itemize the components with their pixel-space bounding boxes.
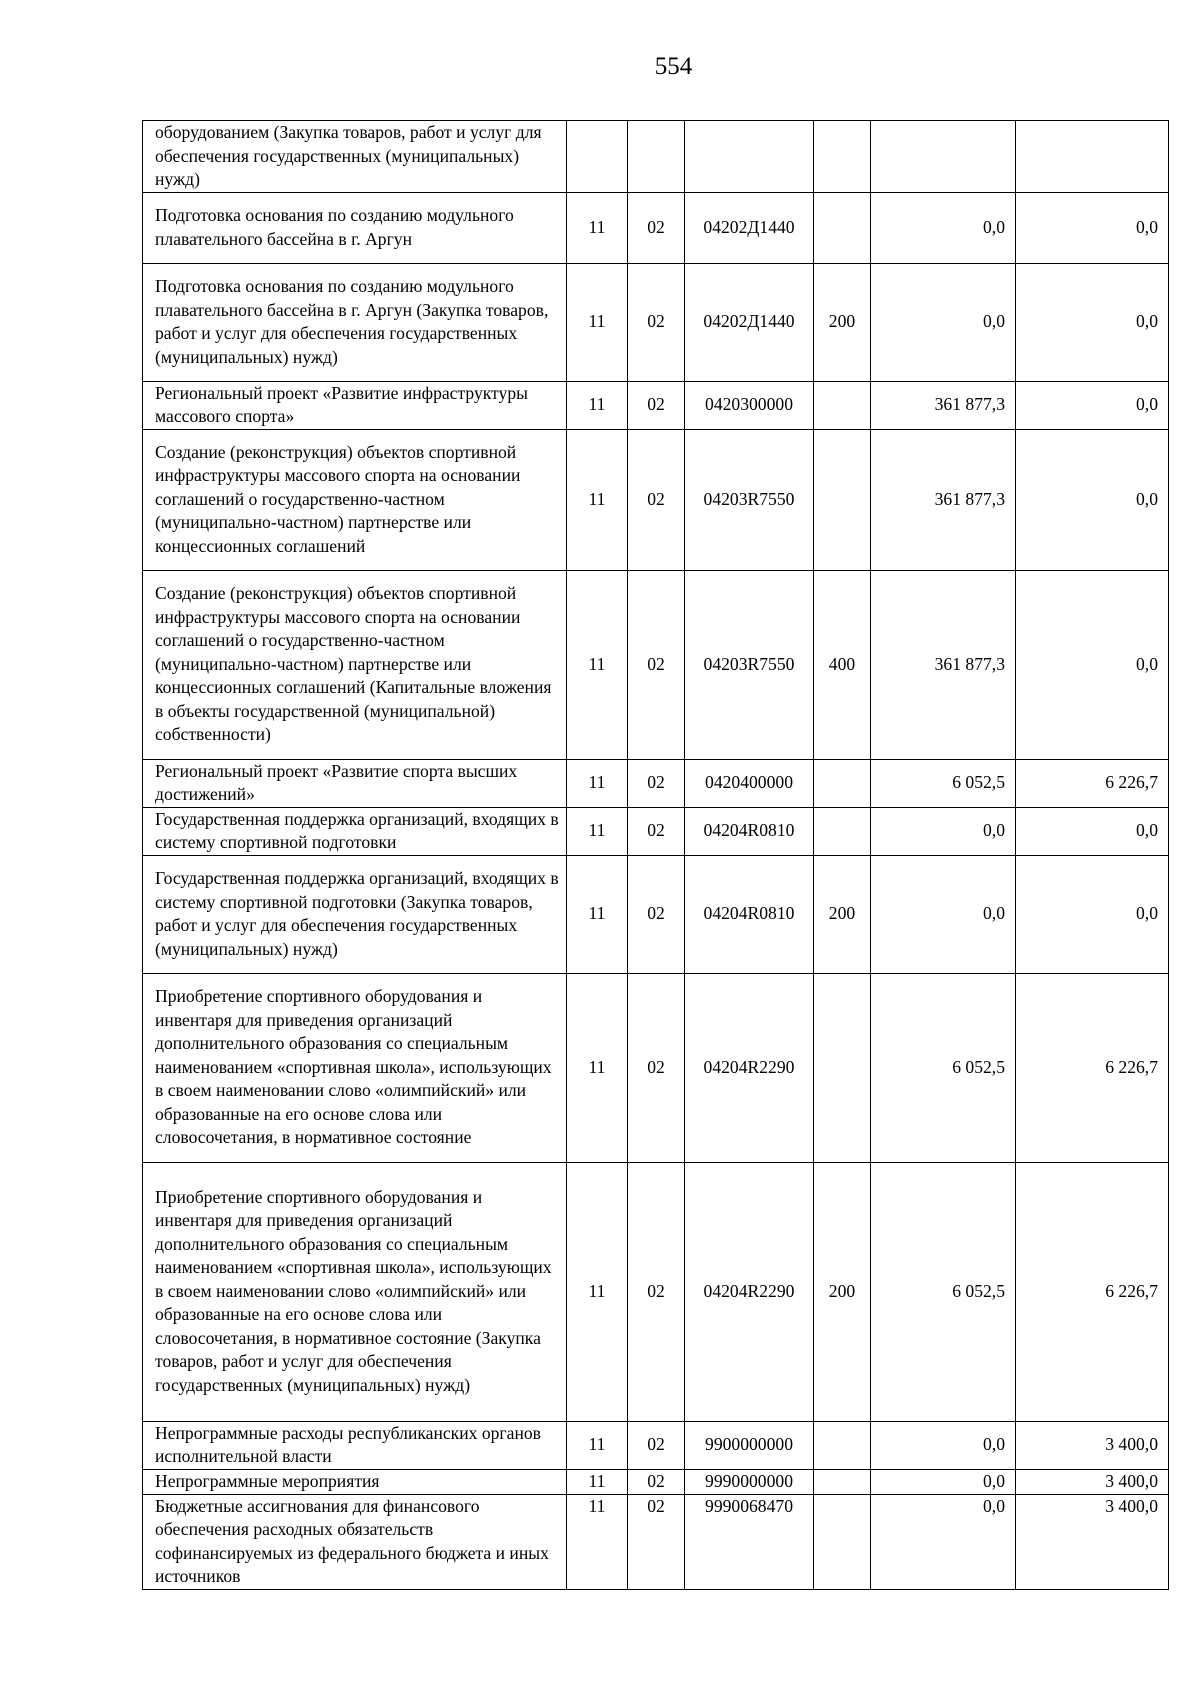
row-target-article: 04203R7550	[685, 429, 814, 570]
row-target-article: 04203R7550	[685, 570, 814, 759]
row-target-article: 0420400000	[685, 759, 814, 807]
row-name: Создание (реконструкция) объектов спортивной инфраструктуры массового спорта на основании соглашений о государственно-частном (муниципально-частном) партнерстве или концессионных соглашений	[143, 429, 567, 570]
row-subsection: 02	[628, 570, 685, 759]
row-sum-1: 0,0	[871, 192, 1016, 263]
row-name: Создание (реконструкция) объектов спортивной инфраструктуры массового спорта на основании соглашений о государственно-частном (муниципально-частном) партнерстве или концессионных соглашений (Капитальные вложения в объекты государственной (муниципальной) собственности)	[143, 570, 567, 759]
row-expense-type: 400	[814, 570, 871, 759]
table-row	[143, 381, 1169, 429]
row-expense-type	[814, 973, 871, 1162]
row-section: 11	[567, 1469, 628, 1494]
row-name: Приобретение спортивного оборудования и инвентаря для приведения организаций дополнительного образования со специальным наименованием «спортивная школа», использующих в своем наименовании слово «олимпийский» или образованные на его основе слова или словосочетания, в нормативное состояние	[143, 973, 567, 1162]
row-section: 11	[567, 1421, 628, 1469]
row-target-article: 04204R0810	[685, 855, 814, 973]
row-section: 11	[567, 759, 628, 807]
row-sum-2: 6 226,7	[1016, 973, 1169, 1162]
table-row	[143, 807, 1169, 855]
row-section: 11	[567, 570, 628, 759]
row-sum-1: 361 877,3	[871, 381, 1016, 429]
page-number: 554	[654, 53, 693, 80]
table-row	[143, 192, 1169, 263]
row-subsection: 02	[628, 1469, 685, 1494]
row-sum-1: 0,0	[871, 855, 1016, 973]
table-row	[143, 429, 1169, 570]
table-row	[143, 570, 1169, 759]
row-section: 11	[567, 381, 628, 429]
row-name: Бюджетные ассигнования для финансового обеспечения расходных обязательств софинансируемых из федерального бюджета и иных источников	[143, 1494, 567, 1589]
row-sum-1: 0,0	[871, 263, 1016, 381]
row-sum-2: 0,0	[1016, 855, 1169, 973]
table-row	[143, 263, 1169, 381]
row-expense-type	[814, 807, 871, 855]
row-subsection: 02	[628, 759, 685, 807]
row-sum-2: 0,0	[1016, 192, 1169, 263]
row-section: 11	[567, 429, 628, 570]
row-target-article: 0420300000	[685, 381, 814, 429]
row-sum-2	[1016, 121, 1169, 193]
row-name: Подготовка основания по созданию модульного плавательного бассейна в г. Аргун (Закупка товаров, работ и услуг для обеспечения государственных (муниципальных) нужд)	[143, 263, 567, 381]
row-sum-1: 6 052,5	[871, 973, 1016, 1162]
row-name: Государственная поддержка организаций, входящих в систему спортивной подготовки	[143, 807, 567, 855]
row-name: Региональный проект «Развитие спорта высших достижений»	[143, 759, 567, 807]
table-row	[143, 1494, 1169, 1589]
row-expense-type	[814, 1469, 871, 1494]
row-section: 11	[567, 1162, 628, 1421]
row-target-article: 04204R2290	[685, 1162, 814, 1421]
row-expense-type: 200	[814, 263, 871, 381]
row-subsection: 02	[628, 973, 685, 1162]
row-target-article	[685, 121, 814, 193]
table-row	[143, 1162, 1169, 1421]
row-section: 11	[567, 807, 628, 855]
row-sum-2: 6 226,7	[1016, 1162, 1169, 1421]
budget-table	[142, 120, 1169, 1590]
row-sum-2: 3 400,0	[1016, 1421, 1169, 1469]
row-sum-1: 0,0	[871, 1469, 1016, 1494]
row-subsection: 02	[628, 855, 685, 973]
row-target-article: 04204R2290	[685, 973, 814, 1162]
row-expense-type	[814, 1494, 871, 1589]
row-subsection: 02	[628, 1162, 685, 1421]
table-row	[143, 855, 1169, 973]
row-sum-2: 0,0	[1016, 263, 1169, 381]
table-row	[143, 1469, 1169, 1494]
row-subsection: 02	[628, 381, 685, 429]
row-name: Региональный проект «Развитие инфраструктуры массового спорта»	[143, 381, 567, 429]
row-sum-2: 0,0	[1016, 429, 1169, 570]
row-subsection: 02	[628, 1494, 685, 1589]
row-section: 11	[567, 263, 628, 381]
row-section: 11	[567, 973, 628, 1162]
row-sum-1: 6 052,5	[871, 759, 1016, 807]
row-sum-1	[871, 121, 1016, 193]
table-row	[143, 121, 1169, 193]
row-subsection: 02	[628, 807, 685, 855]
row-name: Подготовка основания по созданию модульного плавательного бассейна в г. Аргун	[143, 192, 567, 263]
row-subsection	[628, 121, 685, 193]
row-target-article: 9990068470	[685, 1494, 814, 1589]
row-sum-2: 3 400,0	[1016, 1494, 1169, 1589]
row-expense-type	[814, 121, 871, 193]
row-sum-2: 6 226,7	[1016, 759, 1169, 807]
row-sum-1: 361 877,3	[871, 429, 1016, 570]
row-name: Непрограммные расходы республиканских органов исполнительной власти	[143, 1421, 567, 1469]
row-target-article: 9900000000	[685, 1421, 814, 1469]
row-sum-1: 0,0	[871, 1494, 1016, 1589]
row-subsection: 02	[628, 192, 685, 263]
row-expense-type: 200	[814, 855, 871, 973]
row-sum-2: 0,0	[1016, 570, 1169, 759]
row-name: Государственная поддержка организаций, входящих в систему спортивной подготовки (Закупка товаров, работ и услуг для обеспечения государственных (муниципальных) нужд)	[143, 855, 567, 973]
row-sum-1: 361 877,3	[871, 570, 1016, 759]
row-sum-1: 6 052,5	[871, 1162, 1016, 1421]
row-sum-2: 3 400,0	[1016, 1469, 1169, 1494]
row-target-article: 04202Д1440	[685, 192, 814, 263]
row-sum-1: 0,0	[871, 807, 1016, 855]
row-expense-type	[814, 429, 871, 570]
table-row	[143, 759, 1169, 807]
row-expense-type	[814, 192, 871, 263]
row-target-article: 9990000000	[685, 1469, 814, 1494]
row-expense-type	[814, 381, 871, 429]
row-sum-1: 0,0	[871, 1421, 1016, 1469]
row-expense-type	[814, 1421, 871, 1469]
row-name: Непрограммные мероприятия	[143, 1469, 567, 1494]
row-expense-type	[814, 759, 871, 807]
row-expense-type: 200	[814, 1162, 871, 1421]
row-sum-2: 0,0	[1016, 381, 1169, 429]
row-name: Приобретение спортивного оборудования и инвентаря для приведения организаций дополнительного образования со специальным наименованием «спортивная школа», использующих в своем наименовании слово «олимпийский» или образованные на его основе слова или словосочетания, в нормативное состояние (Закупка товаров, работ и услуг для обеспечения государственных (муниципальных) нужд)	[143, 1162, 567, 1421]
row-section	[567, 121, 628, 193]
table-row	[143, 973, 1169, 1162]
table-row	[143, 1421, 1169, 1469]
row-subsection: 02	[628, 429, 685, 570]
row-name: оборудованием (Закупка товаров, работ и услуг для обеспечения государственных (муниципальных) нужд)	[143, 121, 567, 193]
row-section: 11	[567, 192, 628, 263]
row-target-article: 04204R0810	[685, 807, 814, 855]
row-subsection: 02	[628, 263, 685, 381]
row-section: 11	[567, 855, 628, 973]
row-subsection: 02	[628, 1421, 685, 1469]
row-sum-2: 0,0	[1016, 807, 1169, 855]
row-section: 11	[567, 1494, 628, 1589]
row-target-article: 04202Д1440	[685, 263, 814, 381]
